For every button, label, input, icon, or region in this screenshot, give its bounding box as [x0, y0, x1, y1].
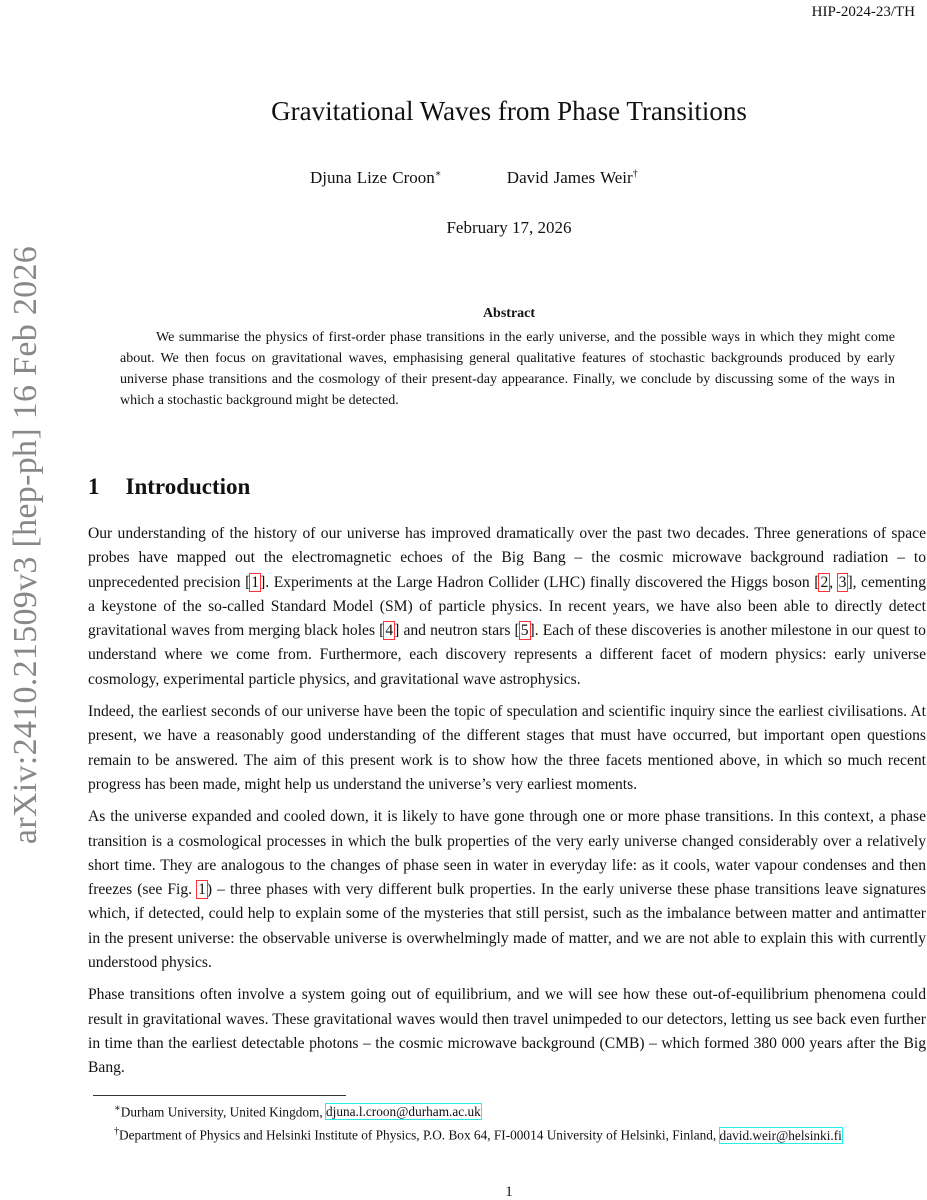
- citation-link[interactable]: 3: [838, 573, 847, 591]
- paragraph: Our understanding of the history of our universe has improved dramatically over the past two decades. Three generations of space probes have mapped out the electromagnetic echoes of the Big Bang – the cosmic microwave background radiation – to unprecedented precision [1]. Experiments at the Large Hadron Collider (LHC) finally discovered the Higgs boson [2, 3], cementing a keystone of the so-called Standard Model (SM) of particle physics. In recent years, we have also been able to directly detect gravitational waves from merging black holes [4] and neutron stars [5]. Each of these discoveries is another milestone in our quest to understand where we come from. Furthermore, each discovery represents a different facet of modern physics: early universe cosmology, experimental particle physics, and gravitational wave astrophysics.: [88, 525, 927, 688]
- body-text: [88, 522, 926, 1089]
- email-link[interactable]: djuna.l.croon@durham.ac.uk: [326, 1104, 481, 1120]
- citation-link[interactable]: 2: [820, 573, 829, 591]
- abstract-text: We summarise the physics of first-order phase transitions in the early universe, and the possible ways in which they might come about. We then focus on gravitational waves, emphasising general qualitative features of stochastic backgrounds produced by early universe phase transitions and the cosmology of their present-day appearance. Finally, we conclude by discussing some of the ways in which a stochastic background might be detected.: [120, 330, 895, 408]
- author-list: [310, 168, 638, 188]
- paper-title: Gravitational Waves from Phase Transitions: [271, 96, 747, 126]
- paragraph: As the universe expanded and cooled down, it is likely to have gone through one or more phase transitions. In this context, a phase transition is a cosmological processes in which the bulk properties of the very early universe changed considerably over a relatively short time. They are analogous to the changes of phase seen in water in everyday life: as it cools, water vapour condenses and then freezes (see Fig. 1) – three phases with very different bulk properties. In the early universe these phase transitions leave signatures which, if detected, could help to explain some of the mysteries that still persist, such as the imbalance between matter and antimatter in the present universe: the observable universe is overwhelmingly made of matter, and we are not able to explain this with currently understood physics.: [88, 808, 926, 972]
- date: February 17, 2026: [446, 218, 572, 237]
- author: David James Weir†: [506, 168, 638, 187]
- footnotes: [88, 1099, 926, 1146]
- footnote: †Department of Physics and Helsinki Institute of Physics, P.O. Box 64, FI-00014 University of Helsinki, Finland, david.weir@helsinki.fi: [114, 1126, 842, 1143]
- citation-link[interactable]: 1: [251, 573, 260, 591]
- report-number: HIP-2024-23/TH: [811, 4, 915, 20]
- paragraph: Phase transitions often involve a system going out of equilibrium, and we will see how these out-of-equilibrium phenomena could result in gravitational waves. These gravitational waves would then travel unimpeded to our detectors, letting us see back even further in time than the earliest detectable photons – the cosmic microwave background (CMB) – which formed 380 000 years after the Big Bang.: [88, 986, 926, 1077]
- paragraph: Indeed, the earliest seconds of our universe have been the topic of speculation and scientific inquiry since the earliest civilisations. At present, we have a reasonably good understanding of the different stages that must have occurred, but important open questions remain to be answered. The aim of this present work is to show how the three facets mentioned above, in which so much recent progress has been made, might help us understand the universe’s very earliest moments.: [88, 703, 926, 793]
- footnote-rule: [93, 1095, 346, 1096]
- citation-link[interactable]: 4: [385, 622, 394, 640]
- email-link[interactable]: david.weir@helsinki.fi: [719, 1127, 842, 1143]
- abstract-heading: Abstract: [482, 306, 536, 321]
- page-number: 1: [505, 1184, 513, 1200]
- arxiv-stamp: arXiv:2410.21509v3 [hep-ph] 16 Feb 2026: [7, 245, 44, 845]
- section-heading: 1 Introduction: [88, 474, 251, 499]
- citation-link[interactable]: 5: [520, 622, 529, 640]
- figure-link[interactable]: 1: [198, 881, 206, 899]
- author: Djuna Lize Croon∗: [310, 168, 442, 187]
- footnote: ∗Durham University, United Kingdom, djuna.l.croon@durham.ac.uk: [114, 1103, 481, 1120]
